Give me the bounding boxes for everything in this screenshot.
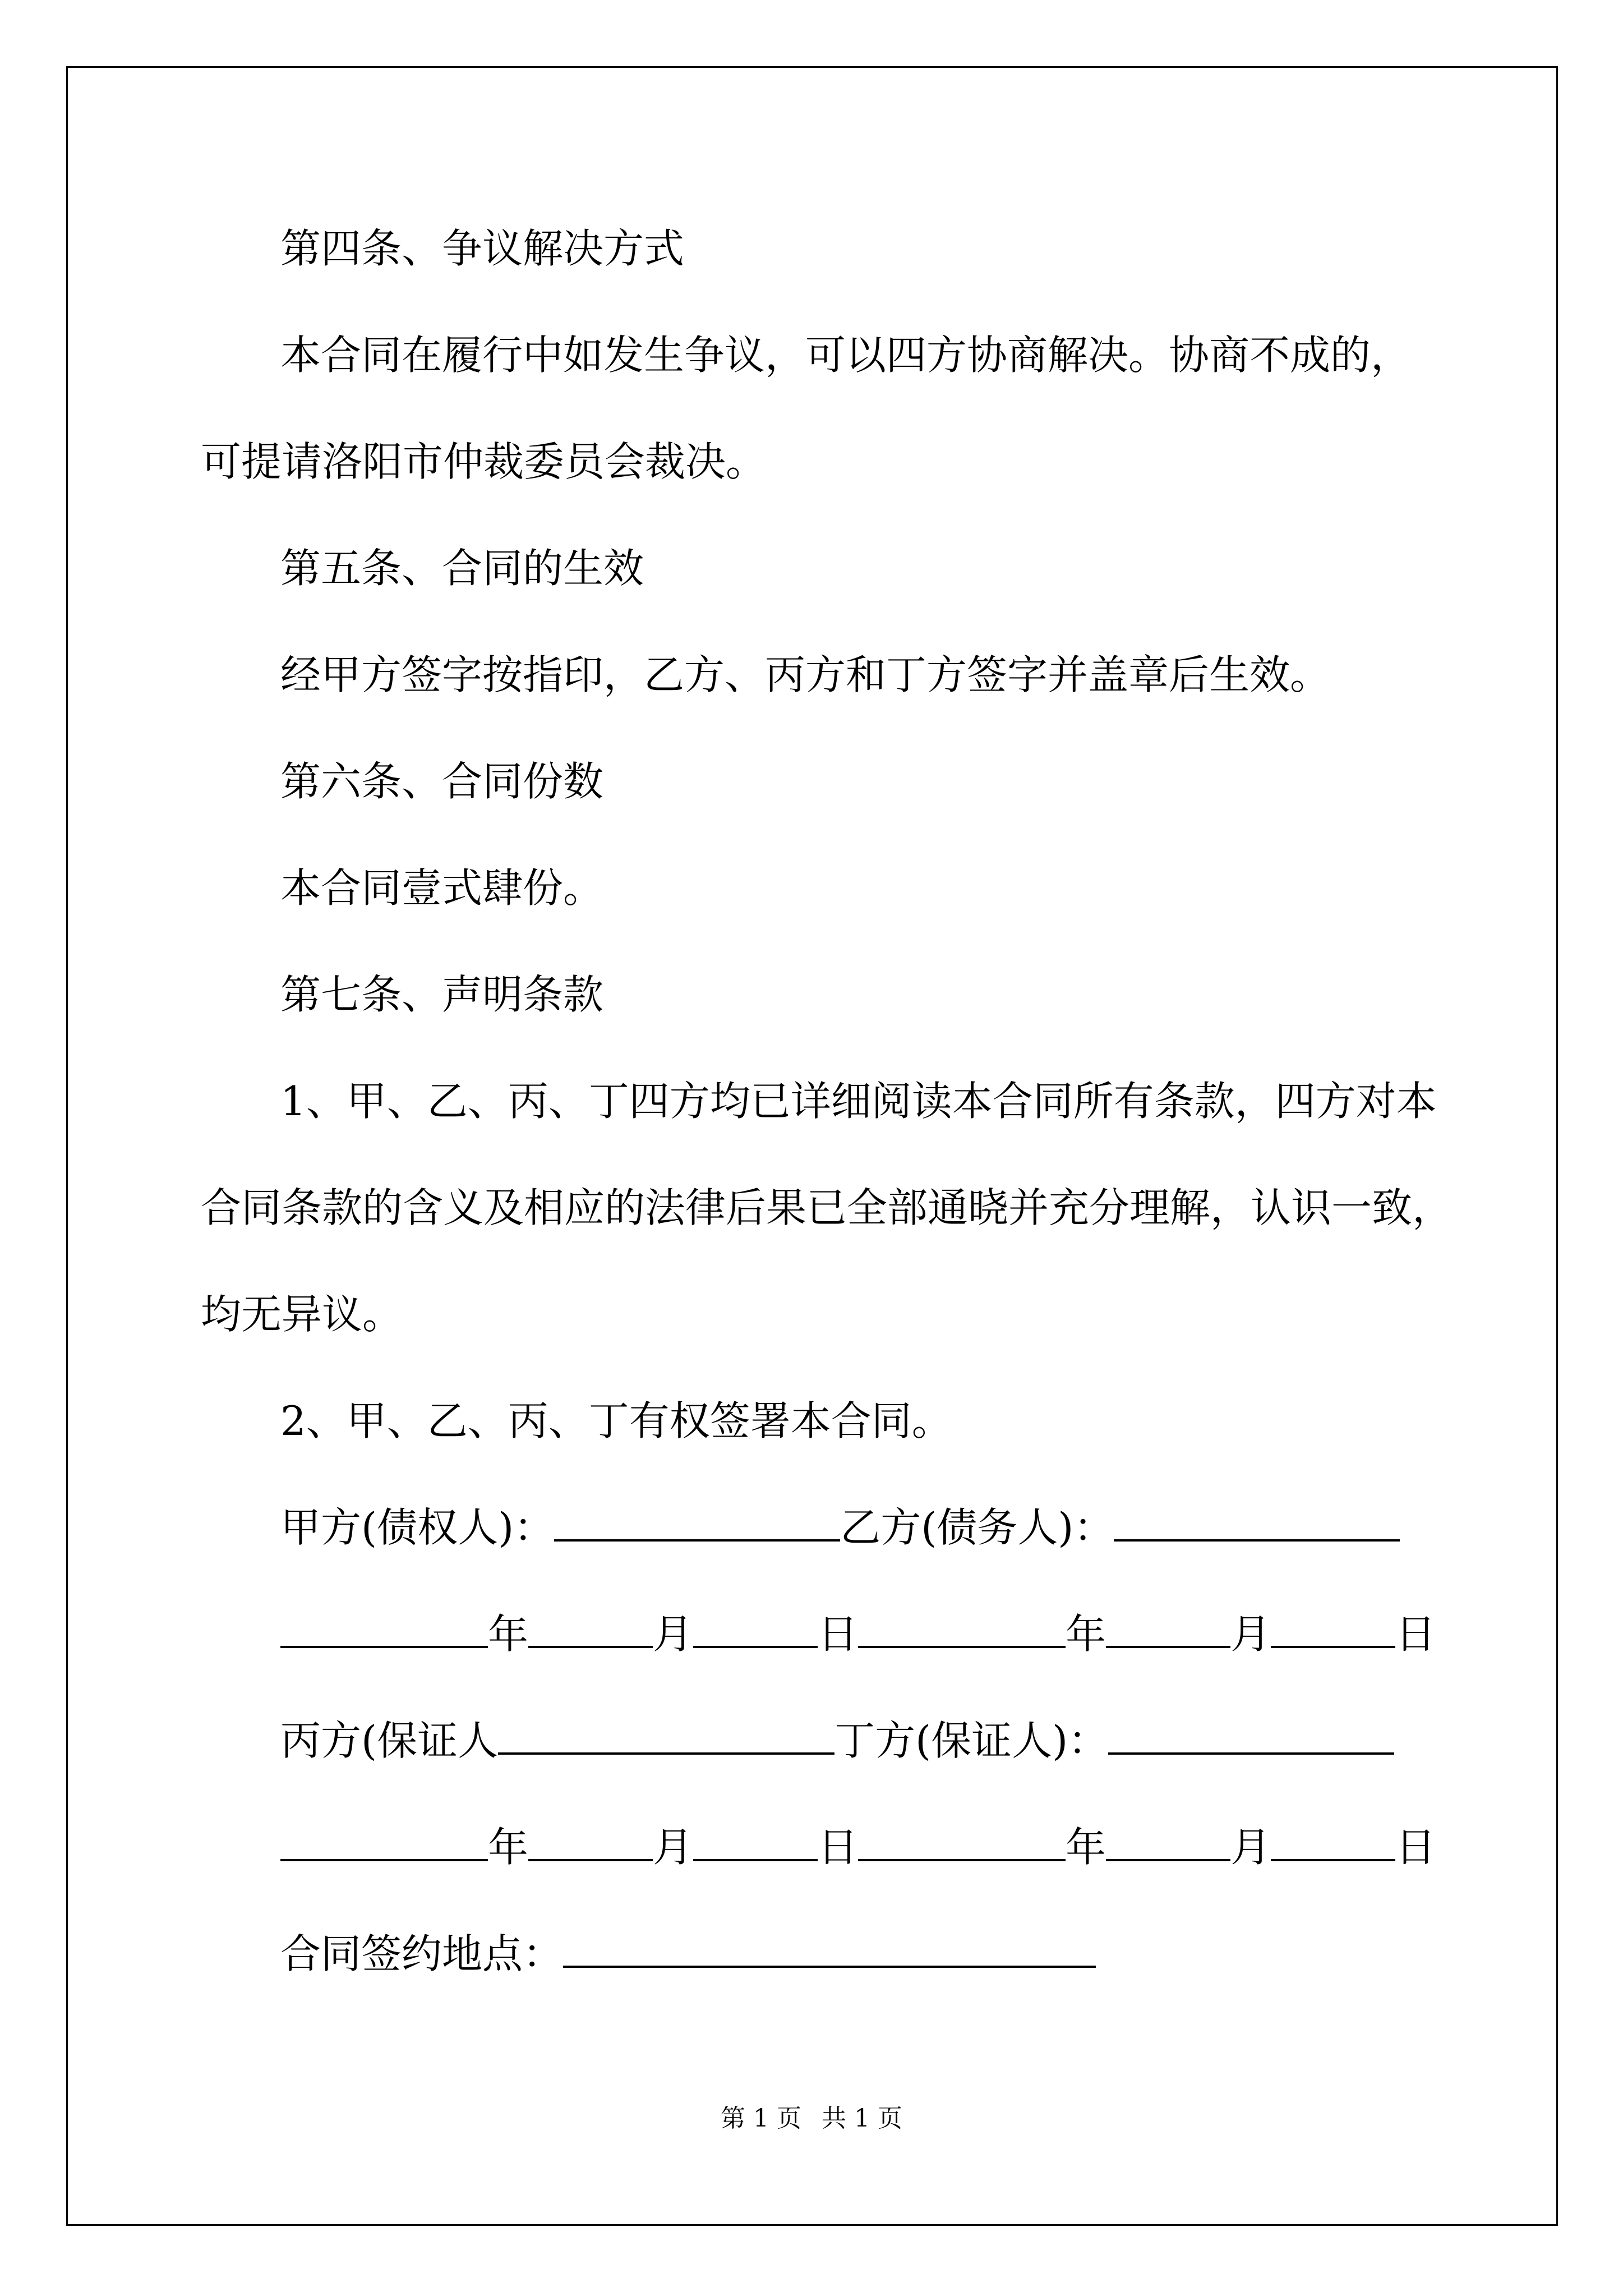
year-label: 年	[488, 1611, 529, 1658]
date-row-cd	[280, 1822, 1436, 1872]
party-d-signature-blank[interactable]	[1108, 1715, 1394, 1755]
month-label: 月	[653, 1611, 694, 1658]
party-c-label: 丙方(保证人	[280, 1717, 499, 1764]
article-4-text-line-2: 可提请洛阳市仲裁委员会裁决。	[201, 438, 767, 485]
party-a-day-blank[interactable]	[693, 1609, 818, 1648]
party-c-signature-blank[interactable]	[498, 1715, 834, 1755]
article-6-heading: 第六条、合同份数	[280, 758, 604, 805]
party-d-day-blank[interactable]	[1271, 1822, 1395, 1861]
month-label: 月	[653, 1824, 694, 1871]
party-b-day-blank[interactable]	[1271, 1609, 1395, 1648]
party-a-label: 甲方(债权人)：	[280, 1504, 555, 1551]
party-c-year-blank[interactable]	[280, 1822, 488, 1861]
signature-row-cd	[280, 1715, 1394, 1766]
party-b-month-blank[interactable]	[1106, 1609, 1230, 1648]
party-b-year-blank[interactable]	[858, 1609, 1066, 1648]
month-label: 月	[1230, 1824, 1271, 1871]
day-label: 日	[1395, 1824, 1436, 1871]
article-5-heading: 第五条、合同的生效	[280, 545, 644, 592]
party-b-label: 乙方(债务人)：	[840, 1504, 1114, 1551]
signing-place-blank[interactable]	[563, 1929, 1096, 1968]
article-7-clause-1-line-2: 合同条款的含义及相应的法律后果已全部通晓并充分理解，认识一致，	[201, 1184, 1453, 1231]
party-d-year-blank[interactable]	[858, 1822, 1066, 1861]
party-c-month-blank[interactable]	[528, 1822, 653, 1861]
signature-row-ab	[280, 1502, 1400, 1553]
article-7-clause-1-line-1: 1、甲、乙、丙、丁四方均已详细阅读本合同所有条款，四方对本	[280, 1078, 1437, 1125]
article-4-text-line-1: 本合同在履行中如发生争议，可以四方协商解决。协商不成的，	[280, 332, 1412, 379]
article-4-heading: 第四条、争议解决方式	[280, 225, 685, 272]
article-7-heading: 第七条、声明条款	[280, 971, 604, 1018]
party-a-year-blank[interactable]	[280, 1609, 488, 1648]
signing-place-label: 合同签约地点：	[280, 1930, 564, 1977]
signing-place-row	[280, 1929, 1096, 1979]
party-b-signature-blank[interactable]	[1114, 1502, 1400, 1542]
day-label: 日	[1395, 1611, 1436, 1658]
party-a-signature-blank[interactable]	[554, 1502, 840, 1542]
year-label: 年	[488, 1824, 529, 1871]
page-footer	[0, 2098, 1623, 2134]
party-d-month-blank[interactable]	[1106, 1822, 1230, 1861]
page-total: 共 1 页	[822, 2104, 902, 2133]
day-label: 日	[818, 1611, 859, 1658]
page-current: 第 1 页	[721, 2104, 801, 2133]
page-border	[66, 66, 1558, 2226]
party-d-label: 丁方(保证人)：	[834, 1717, 1109, 1764]
day-label: 日	[818, 1824, 859, 1871]
article-6-text: 本合同壹式肆份。	[280, 864, 604, 912]
month-label: 月	[1230, 1611, 1271, 1658]
date-row-ab	[280, 1609, 1436, 1659]
article-5-text: 经甲方签字按指印，乙方、丙方和丁方签字并盖章后生效。	[280, 651, 1331, 698]
year-label: 年	[1066, 1824, 1106, 1871]
party-c-day-blank[interactable]	[693, 1822, 818, 1861]
party-a-month-blank[interactable]	[528, 1609, 653, 1648]
article-7-clause-1-line-3: 均无异议。	[201, 1291, 403, 1338]
year-label: 年	[1066, 1611, 1106, 1658]
article-7-clause-2: 2、甲、乙、丙、丁有权签署本合同。	[280, 1397, 952, 1444]
